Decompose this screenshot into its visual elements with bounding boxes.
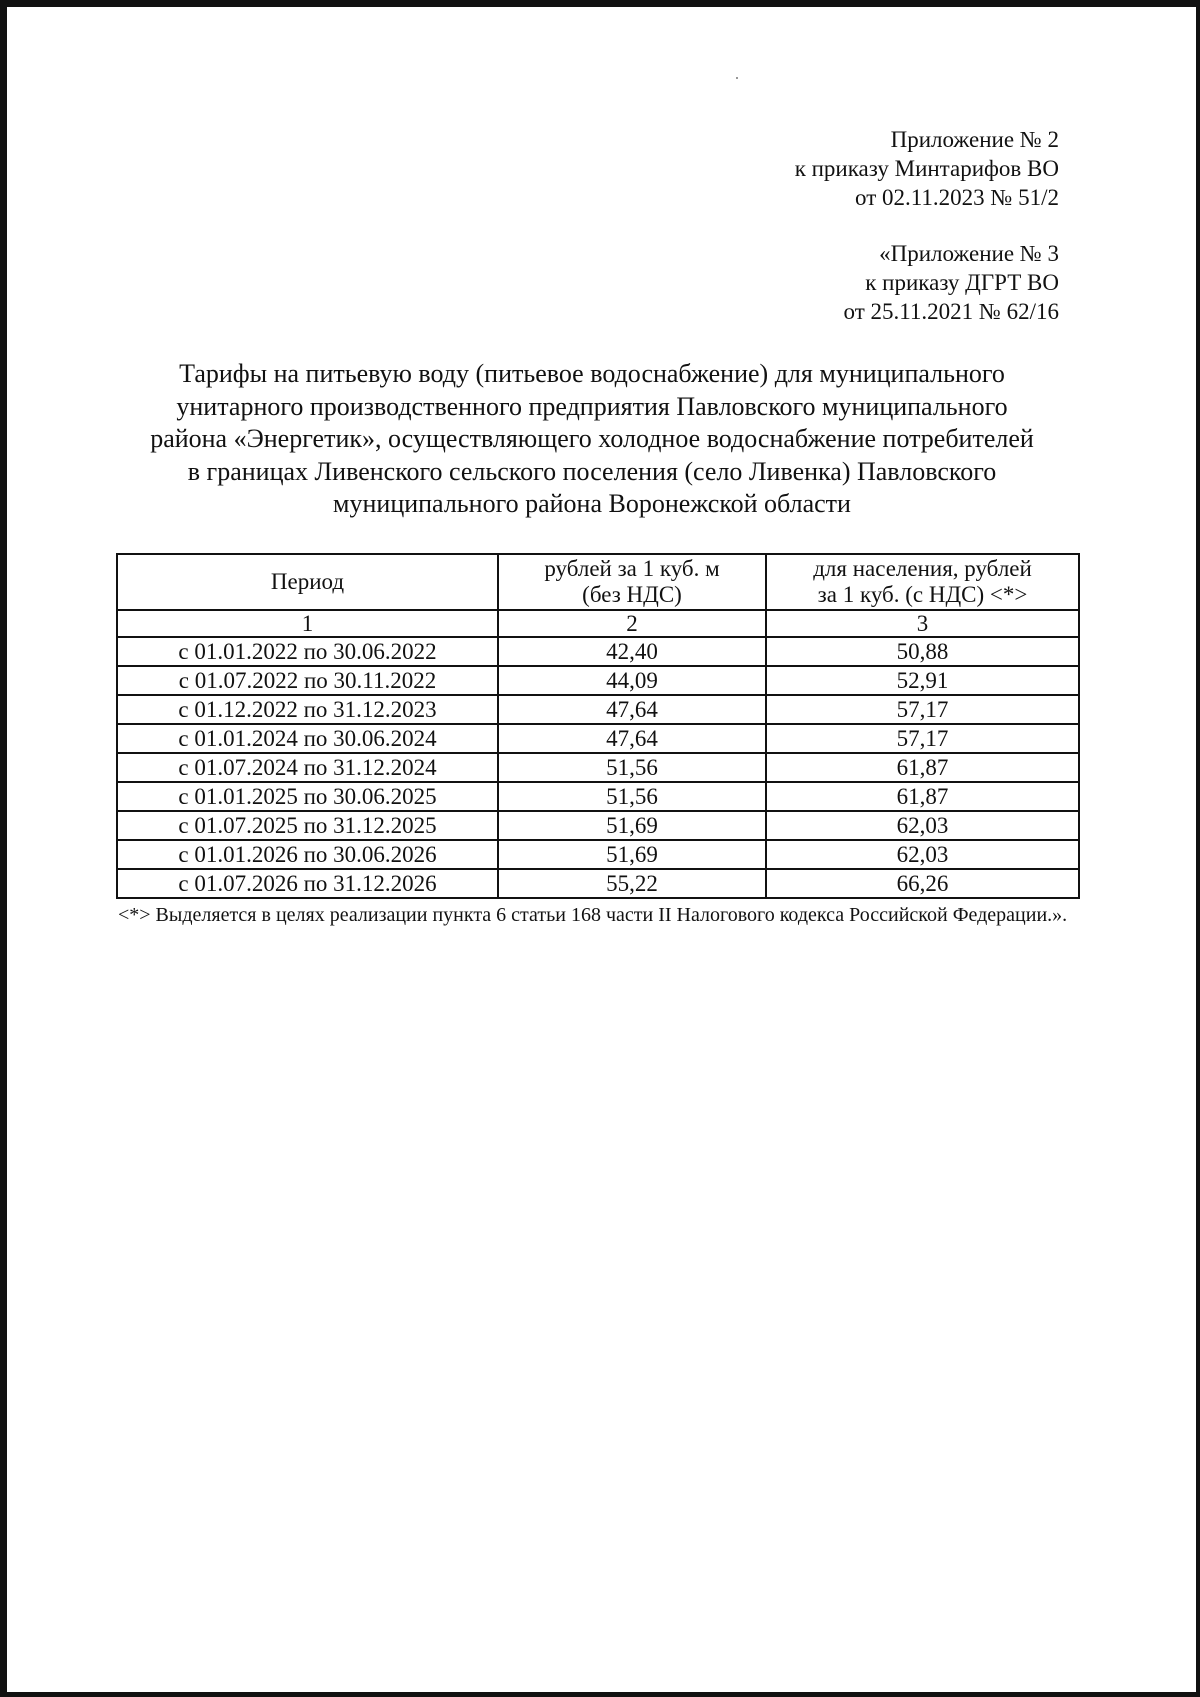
cell-period: с 01.01.2025 по 30.06.2025 bbox=[117, 782, 498, 811]
cell-rate-with-vat: 52,91 bbox=[766, 666, 1079, 695]
header-period bbox=[117, 554, 498, 610]
cell-rate-with-vat: 62,03 bbox=[766, 811, 1079, 840]
table-row bbox=[117, 869, 1079, 898]
table-row bbox=[117, 637, 1079, 666]
column-number: 2 bbox=[498, 610, 766, 637]
cell-rate-no-vat: 51,56 bbox=[498, 782, 766, 811]
cell-rate-no-vat: 47,64 bbox=[498, 695, 766, 724]
cell-rate-no-vat: 42,40 bbox=[498, 637, 766, 666]
cell-period: с 01.07.2025 по 31.12.2025 bbox=[117, 811, 498, 840]
appendix-current-number: Приложение № 2 bbox=[890, 127, 1059, 152]
table-row bbox=[117, 840, 1079, 869]
header-period-label: Период bbox=[270, 569, 345, 594]
appendix-previous-block bbox=[844, 239, 1059, 326]
cell-rate-no-vat: 47,64 bbox=[498, 724, 766, 753]
header-rate-no-vat bbox=[498, 554, 766, 610]
cell-rate-with-vat: 61,87 bbox=[766, 782, 1079, 811]
column-number: 1 bbox=[117, 610, 498, 637]
cell-period: с 01.12.2022 по 31.12.2023 bbox=[117, 695, 498, 724]
header-rate-with-vat-line: для населения, рублей bbox=[813, 556, 1032, 581]
table-row bbox=[117, 666, 1079, 695]
cell-rate-with-vat: 57,17 bbox=[766, 724, 1079, 753]
cell-rate-no-vat: 51,69 bbox=[498, 840, 766, 869]
column-number: 3 bbox=[766, 610, 1079, 637]
tariff-table bbox=[116, 553, 1080, 899]
header-rate-with-vat bbox=[766, 554, 1079, 610]
appendix-current-date: от 02.11.2023 № 51/2 bbox=[855, 185, 1059, 210]
column-number-row bbox=[117, 610, 1079, 637]
header-rate-no-vat-line: рублей за 1 куб. м bbox=[544, 556, 720, 581]
scan-speck bbox=[736, 77, 738, 79]
cell-period: с 01.07.2022 по 30.11.2022 bbox=[117, 666, 498, 695]
appendix-current-order: к приказу Минтарифов ВО bbox=[794, 156, 1059, 181]
title-line: в границах Ливенского сельского поселения (село Ливенка) Павловского bbox=[187, 456, 997, 486]
table-row bbox=[117, 782, 1079, 811]
cell-period: с 01.01.2022 по 30.06.2022 bbox=[117, 637, 498, 666]
cell-rate-with-vat: 57,17 bbox=[766, 695, 1079, 724]
header-rate-no-vat-line: (без НДС) bbox=[582, 582, 682, 607]
appendix-previous-date: от 25.11.2021 № 62/16 bbox=[843, 299, 1059, 324]
cell-period: с 01.07.2024 по 31.12.2024 bbox=[117, 753, 498, 782]
table-row bbox=[117, 811, 1079, 840]
table-row bbox=[117, 753, 1079, 782]
cell-rate-with-vat: 66,26 bbox=[766, 869, 1079, 898]
vat-footnote: <*> Выделяется в целях реализации пункта 6 статьи 168 части II Налогового кодекса Российской Федерации.». bbox=[118, 904, 1068, 926]
cell-period: с 01.07.2026 по 31.12.2026 bbox=[117, 869, 498, 898]
cell-rate-no-vat: 55,22 bbox=[498, 869, 766, 898]
document-title bbox=[112, 358, 1072, 521]
cell-rate-no-vat: 51,69 bbox=[498, 811, 766, 840]
cell-rate-with-vat: 62,03 bbox=[766, 840, 1079, 869]
cell-rate-no-vat: 51,56 bbox=[498, 753, 766, 782]
appendix-previous-number: «Приложение № 3 bbox=[879, 241, 1059, 266]
cell-rate-no-vat: 44,09 bbox=[498, 666, 766, 695]
cell-period: с 01.01.2024 по 30.06.2024 bbox=[117, 724, 498, 753]
cell-rate-with-vat: 61,87 bbox=[766, 753, 1079, 782]
appendix-previous-order: к приказу ДГРТ ВО bbox=[865, 270, 1059, 295]
title-line: унитарного производственного предприятия Павловского муниципального bbox=[176, 391, 1008, 421]
header-rate-with-vat-line: за 1 куб. (с НДС) <*> bbox=[817, 582, 1028, 607]
title-line: Тарифы на питьевую воду (питьевое водоснабжение) для муниципального bbox=[179, 359, 1005, 388]
table-row bbox=[117, 724, 1079, 753]
appendix-current-block bbox=[795, 125, 1059, 212]
cell-period: с 01.01.2026 по 30.06.2026 bbox=[117, 840, 498, 869]
table-header-row bbox=[117, 554, 1079, 610]
title-line: района «Энергетик», осуществляющего холодное водоснабжение потребителей bbox=[150, 424, 1034, 453]
title-line: муниципального района Воронежской области bbox=[333, 489, 851, 518]
cell-rate-with-vat: 50,88 bbox=[766, 637, 1079, 666]
table-row bbox=[117, 695, 1079, 724]
